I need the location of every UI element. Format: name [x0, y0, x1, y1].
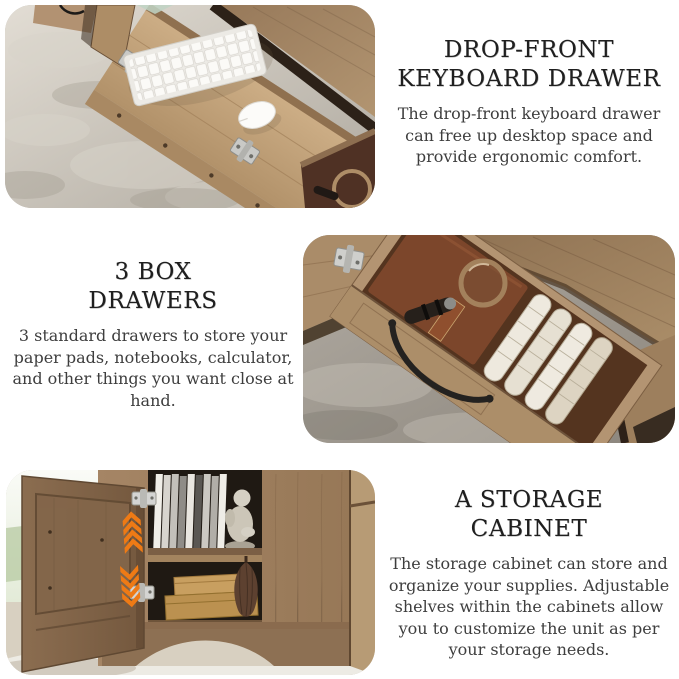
feature-heading	[4, 258, 302, 316]
hinge-icon	[132, 489, 156, 508]
feature-description: 3 standard drawers to store your paper pads, notebooks, calculator, and other things you want close at hand.	[12, 326, 294, 410]
keyboard-drawer-illustration	[5, 5, 375, 208]
book-spines	[153, 474, 227, 548]
storage-cabinet-photo	[6, 470, 375, 675]
heading-line: DRAWERS	[88, 288, 218, 314]
heading-line: DROP-FRONT	[443, 37, 615, 63]
heading-line: 3 BOX	[114, 259, 192, 285]
box-drawer-illustration	[303, 235, 675, 443]
box-drawer-photo	[303, 235, 675, 443]
adjustable-shelf	[148, 548, 262, 555]
feature-description: The storage cabinet can store and organize your supplies. Adjustable shelves within the cabinets allow you to customize the unit as per your storage needs.	[388, 554, 670, 659]
storage-cabinet-illustration	[6, 470, 375, 675]
desk-side-panel	[350, 470, 375, 675]
feature-box-drawers	[4, 258, 302, 411]
feature-keyboard-drawer	[381, 36, 677, 168]
heading-line: A STORAGE	[454, 487, 604, 513]
heading-line: KEYBOARD DRAWER	[397, 66, 661, 92]
feature-storage-cabinet	[381, 486, 677, 661]
heading-line: CABINET	[470, 516, 588, 542]
feature-description: The drop-front keyboard drawer can free up desktop space and provide ergonomic comfort.	[397, 104, 661, 166]
feature-heading	[381, 486, 677, 544]
keyboard-drawer-photo	[5, 5, 375, 208]
feature-heading	[381, 36, 677, 94]
